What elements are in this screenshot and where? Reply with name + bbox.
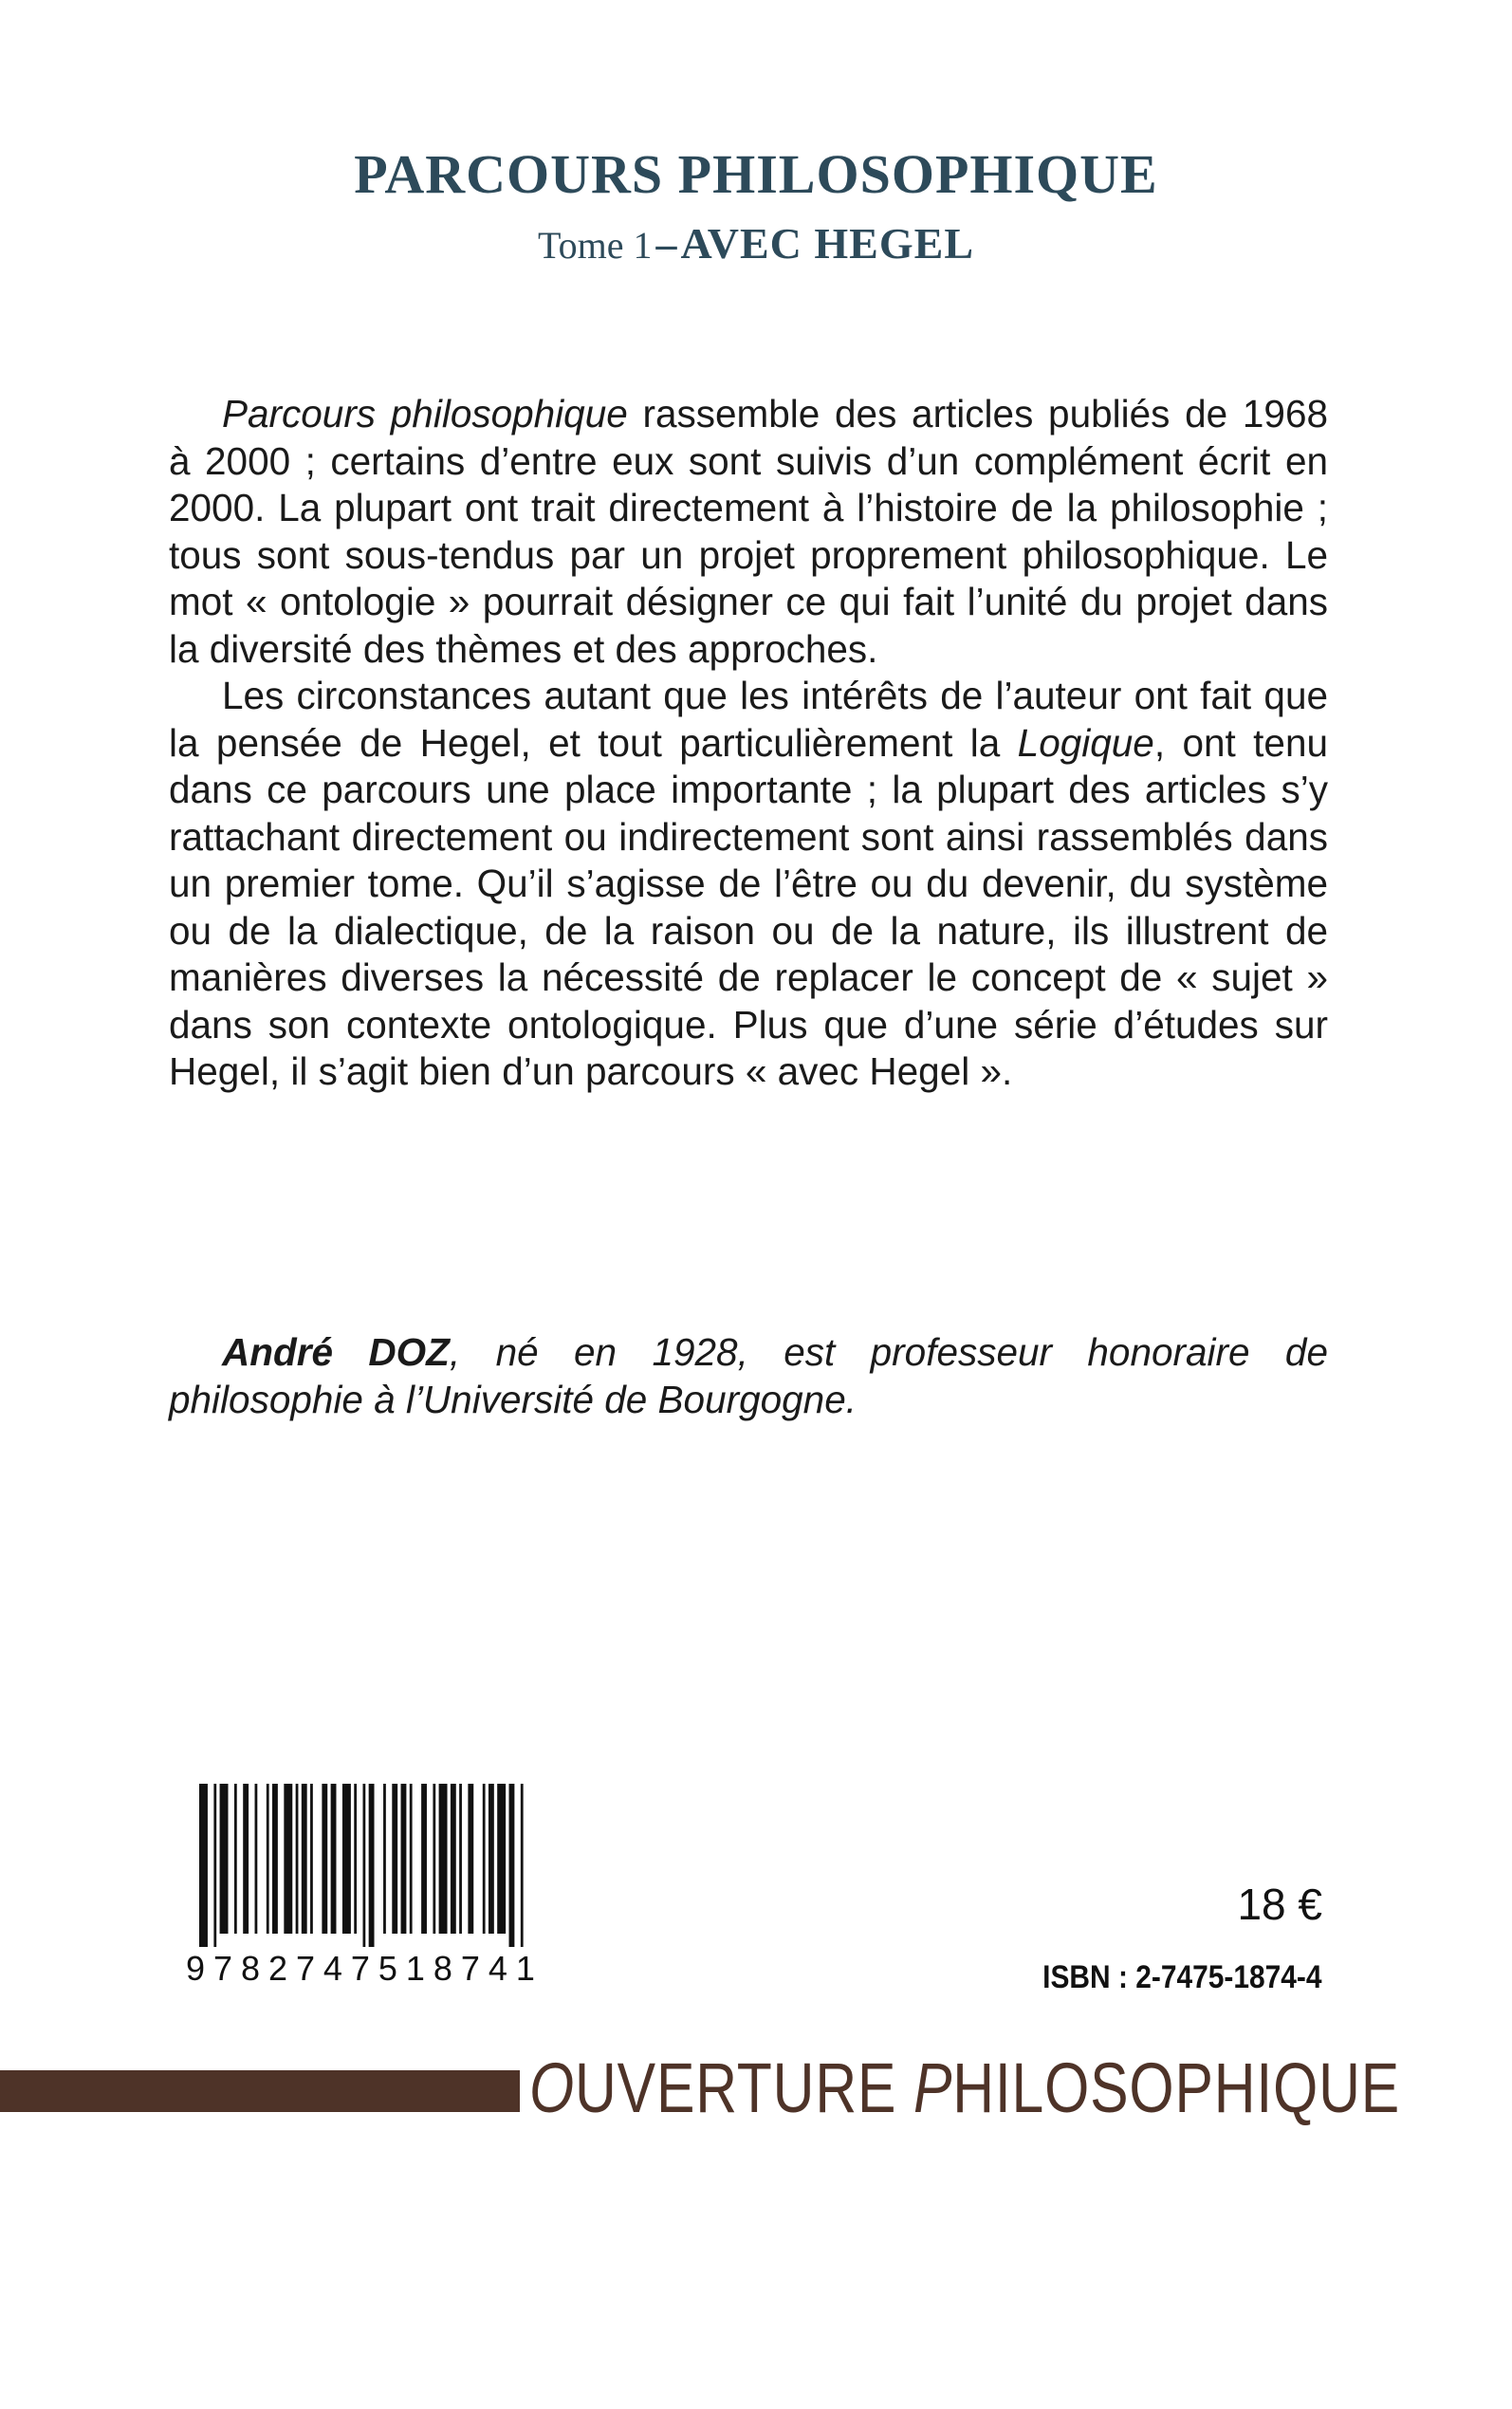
barcode-digit: 7 [212,1949,233,1988]
barcode-bar [220,1784,229,1934]
barcode-digit: 4 [323,1949,342,1988]
barcode-bars [199,1784,526,1947]
barcode-digit: 7 [350,1949,370,1988]
collection-o-rest: UVERTURE [575,2048,913,2127]
barcode-bar [284,1784,292,1934]
barcode-bar [392,1784,397,1934]
blurb-p2-text-a: Les circonstances autant que les intérêts de l’auteur ont fait que la pensée de Hegel, et tout particulièrement la [169,674,1328,765]
barcode-digit: 8 [240,1949,260,1988]
barcode-digit: 5 [378,1949,397,1988]
barcode-bar [439,1784,448,1934]
barcode-bar [489,1784,494,1934]
barcode-bar [234,1784,237,1934]
blurb-p2-text-b: , ont tenu dans ce parcours une place importante ; la plupart des articles s’y rattachant directement ou indirectement sont ainsi rassemblés dans un premier tome. Qu’il s’agisse de l’être ou du devenir, du système ou de la dialectique, de la raison ou de la nature, ils illustrent de manières diverses la nécessité de replacer le concept de « sujet » dans son contexte ontologique. Plus que d’une série d’études sur Hegel, il s’agit bien d’un parcours « avec Hegel ». [169,720,1328,1093]
barcode-bar [410,1784,413,1934]
barcode-bar [331,1784,337,1934]
barcode-bar [255,1784,258,1934]
barcode-bar [521,1784,524,1947]
barcode-digit: 8 [433,1949,452,1988]
author-bio-text: , né en 1928, est professeur honoraire de philosophie à l’Université de Bourgogne. [169,1330,1328,1421]
author-name: André DOZ [222,1330,450,1374]
barcode-digit: 9 [186,1949,206,1988]
barcode-bar [267,1784,269,1934]
barcode-bar [383,1784,386,1934]
book-title: PARCOURS PHILOSOPHIQUE [354,143,1158,205]
barcode-digit: 4 [488,1949,507,1988]
barcode-bar [459,1784,462,1934]
barcode-bar [369,1784,375,1947]
author-bio [169,1328,1328,1423]
blurb [169,391,1328,1096]
barcode-bar [509,1784,515,1947]
collection-o-cap: O [529,2048,576,2127]
barcode-bar [433,1784,435,1934]
barcode-bar [272,1784,278,1934]
blurb-italic-logique: Logique [1017,720,1154,765]
price: 18 € [1237,1880,1322,1929]
subtitle-dash: – [655,221,677,268]
subtitle-text: AVEC HEGEL [680,219,975,268]
collection-p-rest: HILOSOPHIQUE [952,2048,1401,2127]
barcode-bar [213,1784,216,1947]
barcode-bar [310,1784,313,1934]
barcode-bar [302,1784,307,1934]
barcode-bar [199,1784,208,1947]
barcode-bar [342,1784,351,1934]
barcode-bar [322,1784,327,1934]
barcode-bar [483,1784,486,1934]
blurb-p1-text: rassemble des articles publiés de 1968 à 2000 ; certains d’entre eux sont suivis d’un complément écrit en 2000. La plupart ont trait directement à l’histoire de la philosophie ; tous sont sous-tendus par un projet proprement philosophique. Le mot « ontologie » pourrait désigner ce qui fait l’unité du projet dans la diversité des thèmes et des approches. [169,392,1328,671]
barcode-digit: 7 [295,1949,315,1988]
barcode-bar [451,1784,456,1934]
blurb-paragraph-2 [169,673,1328,1096]
blurb-paragraph-1 [169,391,1328,673]
collection-p-cap: P [913,2048,953,2127]
collection-name [529,2048,1400,2128]
barcode-digit: 2 [267,1949,287,1988]
barcode-bar [243,1784,249,1934]
barcode-digit: 1 [515,1949,535,1988]
barcode-bar [354,1784,357,1934]
barcode-digit: 7 [460,1949,480,1988]
barcode-bar [497,1784,506,1934]
isbn: ISBN : 2-7475-1874-4 [1042,1959,1322,1995]
barcode-bar [468,1784,473,1934]
barcode-bar [401,1784,407,1934]
barcode-digit: 1 [405,1949,425,1988]
barcode [186,1784,535,1997]
barcode-bar [421,1784,427,1934]
barcode-bar [363,1784,366,1947]
tome-label: Tome 1 [537,224,653,267]
collection-bar [0,2070,520,2112]
blurb-italic-title: Parcours philosophique [222,392,628,435]
barcode-bar [296,1784,299,1934]
barcode-digits [186,1949,535,1989]
book-subtitle [0,218,1512,269]
